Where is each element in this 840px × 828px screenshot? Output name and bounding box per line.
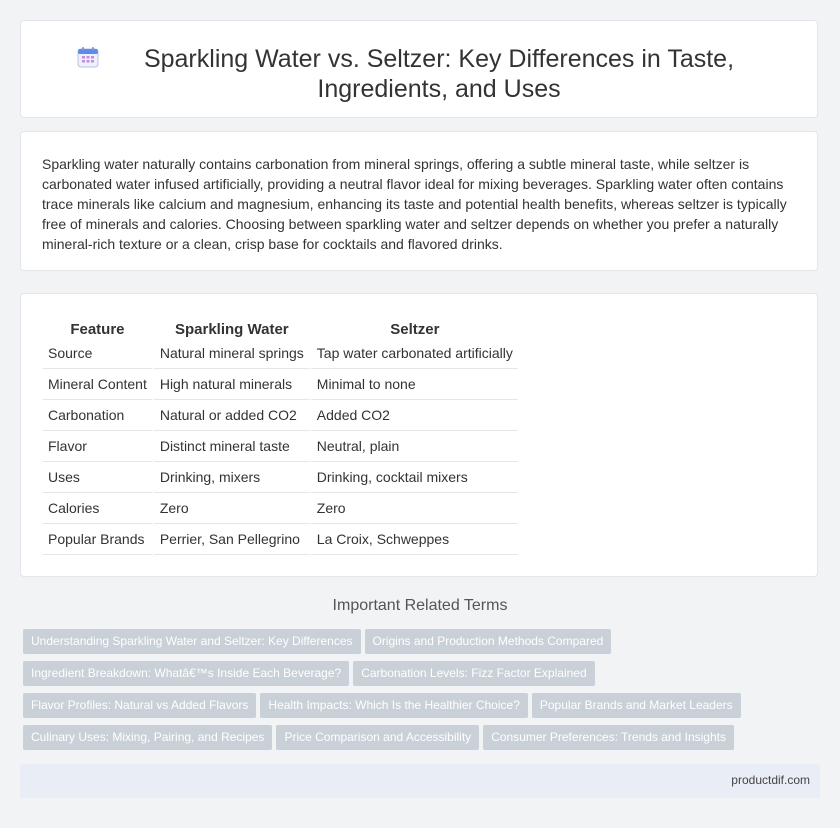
related-term-tag[interactable]: Consumer Preferences: Trends and Insights: [483, 725, 734, 750]
related-term-tag[interactable]: Origins and Production Methods Compared: [365, 629, 612, 654]
related-term-tag[interactable]: Flavor Profiles: Natural vs Added Flavors: [23, 693, 256, 718]
table-cell: Tap water carbonated artificially: [309, 338, 518, 369]
table-cell: Uses: [43, 462, 152, 493]
intro-paragraph: Sparkling water naturally contains carbonation from mineral springs, offering a subtle mineral taste, while seltzer is carbonated water infused artificially, providing a neutral flavor ideal for mixing beverages. Sparkling water often contains trace minerals like calcium and magnesium, enhancing its taste and potential health benefits, whereas seltzer is typically free of minerals and calories. Choosing between sparkling water and seltzer depends on whether you prefer a naturally mineral-rich texture or a clean, crisp base for cocktails and flavored drinks.: [42, 156, 787, 252]
column-header: Sparkling Water: [152, 314, 309, 338]
related-term-tag[interactable]: Price Comparison and Accessibility: [276, 725, 479, 750]
table-row: [43, 524, 518, 555]
footer-site-link[interactable]: productdif.com: [731, 773, 810, 787]
footer: [20, 764, 820, 798]
related-term-tag[interactable]: Popular Brands and Market Leaders: [532, 693, 741, 718]
table-cell: Neutral, plain: [309, 431, 518, 462]
table-cell: Source: [43, 338, 152, 369]
table-cell: Mineral Content: [43, 369, 152, 400]
table-row: [43, 400, 518, 431]
related-term-tag[interactable]: Carbonation Levels: Fizz Factor Explained: [353, 661, 594, 686]
table-row: [43, 493, 518, 524]
table-cell: Drinking, mixers: [152, 462, 309, 493]
related-terms-list: [23, 629, 803, 757]
table-cell: Perrier, San Pellegrino: [152, 524, 309, 555]
table-cell: Added CO2: [309, 400, 518, 431]
table-cell: Drinking, cocktail mixers: [309, 462, 518, 493]
table-cell: High natural minerals: [152, 369, 309, 400]
table-cell: Distinct mineral taste: [152, 431, 309, 462]
related-terms-title: Important Related Terms: [332, 597, 508, 614]
comparison-table: [43, 314, 518, 555]
related-term-tag[interactable]: Health Impacts: Which Is the Healthier Choice?: [260, 693, 527, 718]
table-cell: Popular Brands: [43, 524, 152, 555]
table-header-row: [43, 314, 518, 338]
table-cell: Carbonation: [43, 400, 152, 431]
header-card: [20, 20, 818, 118]
comparison-card: [20, 293, 818, 577]
table-cell: Zero: [309, 493, 518, 524]
table-cell: Flavor: [43, 431, 152, 462]
table-cell: Minimal to none: [309, 369, 518, 400]
table-row: [43, 369, 518, 400]
page-title: Sparkling Water vs. Seltzer: Key Differences in Taste, Ingredients, and Uses: [143, 45, 735, 103]
related-term-tag[interactable]: Culinary Uses: Mixing, Pairing, and Recipes: [23, 725, 272, 750]
column-header: Seltzer: [309, 314, 518, 338]
related-term-tag[interactable]: Understanding Sparkling Water and Seltzer: Key Differences: [23, 629, 361, 654]
related-term-tag[interactable]: Ingredient Breakdown: Whatâ€™s Inside Each Beverage?: [23, 661, 349, 686]
table-cell: Zero: [152, 493, 309, 524]
intro-card: [20, 131, 818, 271]
table-cell: Calories: [43, 493, 152, 524]
table-cell: La Croix, Schweppes: [309, 524, 518, 555]
table-row: [43, 338, 518, 369]
column-header: Feature: [70, 321, 125, 338]
table-cell: Natural or added CO2: [152, 400, 309, 431]
table-row: [43, 431, 518, 462]
table-cell: Natural mineral springs: [152, 338, 309, 369]
table-row: [43, 462, 518, 493]
